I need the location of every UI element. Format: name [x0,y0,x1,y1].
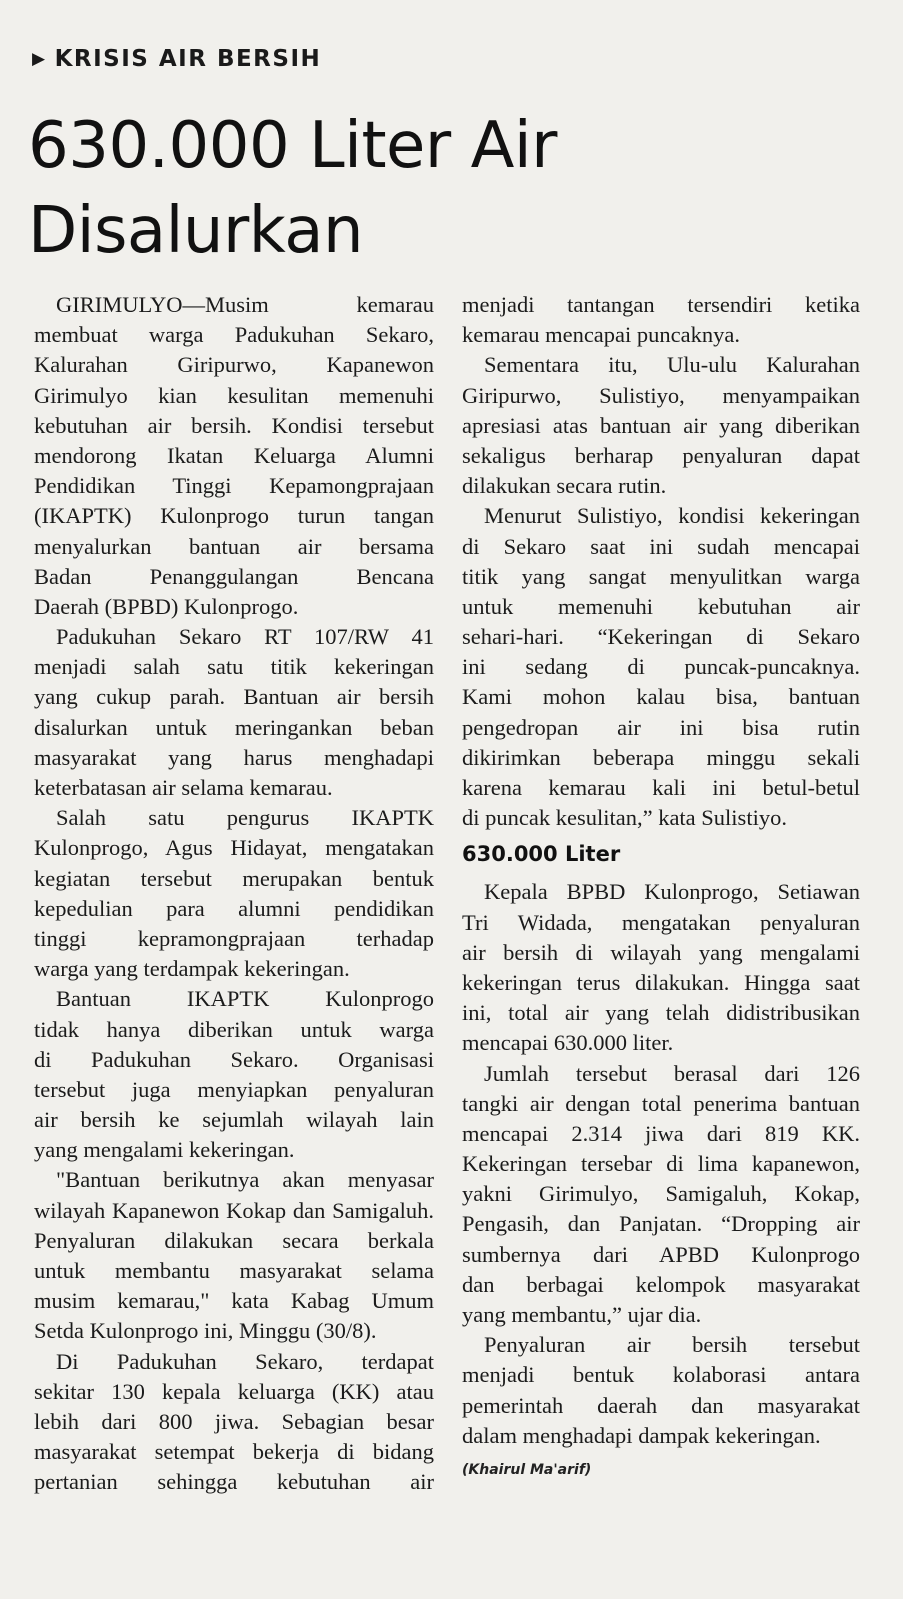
text-line: pengedropan air ini bisa rutin [462,714,860,740]
text-line: sekitar 130 kepala keluarga (KK) atau [34,1378,434,1404]
text-line: Penyaluran air bersih tersebut [484,1332,860,1358]
text-line: air bersih di wilayah yang mengalami [462,939,860,965]
text-line: membuat warga Padukuhan Sekaro, [34,322,434,348]
headline-line-1: 630.000 Liter Air [28,109,557,183]
text-line: tangki air dengan total penerima bantuan [462,1090,860,1116]
text-line: titik yang sangat menyulitkan warga [462,563,860,589]
article-column-right [462,290,860,1485]
text-line: sekaligus berharap penyaluran dapat [462,442,860,468]
text-line: mencapai 630.000 liter. [462,1030,674,1056]
article-column-left [34,290,434,1498]
text-line: Pengasih, dan Panjatan. “Dropping air [462,1211,860,1237]
text-line: di Padukuhan Sekaro. Organisasi [34,1046,434,1072]
text-line: ini sedang di puncak-puncaknya. [462,654,860,680]
text-line: yakni Girimulyo, Samigaluh, Kokap, [462,1181,860,1207]
text-line: kemarau mencapai puncaknya. [462,322,740,348]
text-line: yang cukup parah. Bantuan air bersih [34,684,434,710]
text-line: keterbatasan air selama kemarau. [34,775,333,800]
triangle-marker-icon: ▶ [32,49,47,69]
text-line: Daerah (BPBD) Kulonprogo. [34,593,299,619]
text-line: Kalurahan Giripurwo, Kapanewon [34,352,434,378]
text-line: Menurut Sulistiyo, kondisi kekeringan [484,503,860,529]
text-line: Jumlah tersebut berasal dari 126 [484,1060,860,1086]
text-line: Kepala BPBD Kulonprogo, Setiawan [484,879,860,905]
text-line: di puncak kesulitan,” kata Sulistiyo. [462,805,787,831]
text-line: ini, total air yang telah didistribusikan [462,1000,860,1026]
text-line: wilayah Kapanewon Kokap dan Samigaluh. [34,1197,434,1223]
text-line: dan berbagai kelompok masyarakat [462,1271,860,1297]
text-line: Salah satu pengurus IKAPTK [56,805,434,831]
text-line: Badan Penanggulangan Bencana [34,563,434,589]
text-line: sehari-hari. “Kekeringan di Sekaro [462,624,860,650]
headline-line-2: Disalurkan [28,194,363,268]
article-headline [28,104,868,274]
text-line: kepedulian para alumni pendidikan [34,895,434,921]
text-line: Penyaluran dilakukan secara berkala [34,1227,434,1253]
text-line: yang membantu,” ujar dia. [462,1302,702,1327]
text-line: "Bantuan berikutnya akan menyasar [56,1167,434,1193]
text-line: tersebut juga menyiapkan penyaluran [34,1076,434,1102]
text-line: di Sekaro saat ini sudah mencapai [462,533,860,559]
text-line: menyalurkan bantuan air bersama [34,533,434,559]
text-line: lebih dari 800 jiwa. Sebagian besar [34,1408,434,1434]
text-line: dalam menghadapi dampak kekeringan. [462,1422,821,1448]
text-line: menjadi salah satu titik kekeringan [34,654,434,680]
text-line: karena kemarau kali ini betul-betul [462,775,860,800]
text-line: untuk membantu masyarakat selama [34,1258,434,1283]
right-column-body-top [462,290,860,833]
text-line: pemerintah daerah dan masyarakat [462,1392,860,1418]
text-line: mendorong Ikatan Keluarga Alumni [34,442,434,468]
text-line: yang mengalami kekeringan. [34,1137,295,1163]
text-line: Bantuan IKAPTK Kulonprogo [56,986,434,1012]
text-line: air bersih ke sejumlah wilayah lain [34,1107,434,1133]
section-kicker [32,46,321,72]
text-line: Tri Widada, mengatakan penyaluran [462,909,860,935]
text-line: tidak hanya diberikan untuk warga [34,1016,434,1042]
text-line: Kami mohon kalau bisa, bantuan [462,684,860,710]
text-line: dilakukan secara rutin. [462,473,667,499]
text-line: masyarakat yang harus menghadapi [34,744,434,770]
text-line: tinggi kepramongprajaan terhadap [34,925,434,951]
text-line: Padukuhan Sekaro RT 107/RW 41 [56,624,434,650]
text-line: sumbernya dari APBD Kulonprogo [462,1241,860,1267]
text-line: Setda Kulonprogo ini, Minggu (30/8). [34,1318,377,1344]
text-line: warga yang terdampak kekeringan. [34,956,350,982]
text-line: Sementara itu, Ulu-ulu Kalurahan [484,352,860,378]
kicker-label: KRISIS AIR BERSIH [54,46,322,72]
right-column-body-bottom [462,877,860,1451]
text-line: Girimulyo kian kesulitan memenuhi [34,382,434,408]
text-line: GIRIMULYO—Musim kemarau [56,292,434,317]
text-line: kebutuhan air bersih. Kondisi tersebut [34,412,434,438]
text-line: kekeringan terus dilakukan. Hingga saat [462,969,860,995]
text-line: Kekeringan tersebar di lima kapanewon, [462,1151,860,1177]
text-line: mencapai 2.314 jiwa dari 819 KK. [462,1120,860,1146]
text-line: masyarakat setempat bekerja di bidang [34,1439,434,1465]
text-line: dikirimkan beberapa minggu sekali [462,744,860,770]
text-line: untuk memenuhi kebutuhan air [462,593,860,619]
text-line: disalurkan untuk meringankan beban [34,714,434,740]
text-line: kegiatan tersebut merupakan bentuk [34,865,434,891]
text-line: (IKAPTK) Kulonprogo turun tangan [34,503,434,529]
text-line: apresiasi atas bantuan air yang diberikan [462,412,860,438]
text-line: pertanian sehingga kebutuhan air [34,1469,434,1495]
section-subhead: 630.000 Liter [462,842,621,867]
author-byline: (Khairul Ma'arif) [462,1461,592,1478]
text-line: menjadi tantangan tersendiri ketika [462,292,860,317]
text-line: Pendidikan Tinggi Kepamongprajaan [34,473,434,499]
text-line: menjadi bentuk kolaborasi antara [462,1362,860,1388]
text-line: musim kemarau," kata Kabag Umum [34,1288,434,1314]
text-line: Di Padukuhan Sekaro, terdapat [56,1348,434,1374]
text-line: Giripurwo, Sulistiyo, menyampaikan [462,382,860,408]
text-line: Kulonprogo, Agus Hidayat, mengatakan [34,835,434,861]
